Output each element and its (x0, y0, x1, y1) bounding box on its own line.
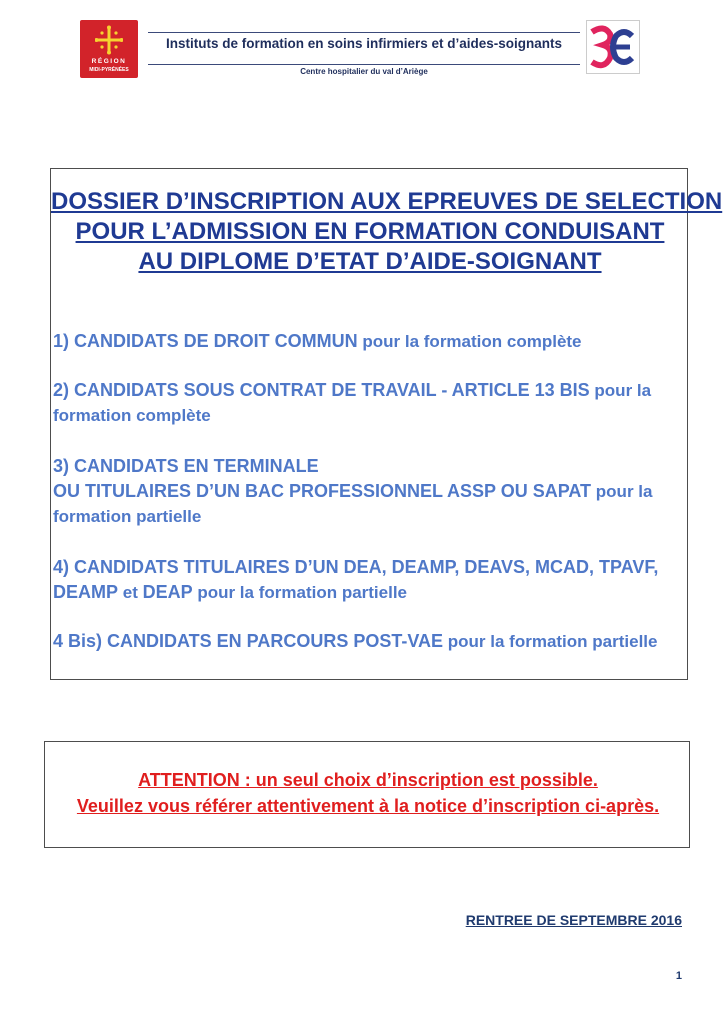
candidate-4-detail: pour la formation partielle (192, 583, 408, 602)
candidate-4bis-label: 4 Bis) CANDIDATS EN PARCOURS POST-VAE (53, 631, 444, 651)
candidate-3-detail: pour la formation partielle (53, 482, 653, 526)
page-number: 1 (675, 970, 682, 982)
header-subtitle: Centre hospitalier du val d’Ariège (300, 67, 428, 76)
attention-box (44, 741, 690, 848)
candidate-2-label: 2) CANDIDATS SOUS CONTRAT DE TRAVAIL - ARTICLE 13 BIS (53, 380, 590, 400)
occitan-cross-icon (95, 25, 123, 55)
candidate-4bis-detail: pour la formation partielle (443, 632, 658, 651)
title-line-1: DOSSIER D’INSCRIPTION AUX EPREUVES DE SELECTION (51, 188, 723, 215)
title-line-3: AU DIPLOME D’ETAT D’AIDE-SOIGNANT (138, 248, 602, 275)
attention-line-2: Veuillez vous référer attentivement à la notice d’inscription ci-après. (76, 796, 660, 816)
region-logo (80, 20, 138, 78)
region-logo-line1: RÉGION (91, 58, 127, 65)
header-divider-top (148, 32, 580, 33)
candidate-4-label: 4) CANDIDATS TITULAIRES D’UN DEA, DEAMP, DEAVS, MCAD, TPAVF, DEAMP (53, 557, 659, 602)
document-title (51, 187, 723, 277)
region-logo-line2: MIDI-PYRÉNÉES (89, 67, 129, 73)
candidate-1-detail: pour la formation complète (357, 332, 582, 351)
chva-logo (586, 20, 640, 74)
candidate-4-label-2: DEAP (142, 582, 193, 602)
candidate-category-4bis (53, 629, 683, 654)
candidate-3-label: 3) CANDIDATS EN TERMINALE (53, 456, 319, 476)
candidate-3-label-2: OU TITULAIRES D’UN BAC PROFESSIONNEL ASSP OU SAPAT (53, 481, 592, 501)
chva-logo-icon (586, 20, 640, 74)
header-title: Instituts de formation en soins infirmiers et d’aides-soignants (165, 36, 563, 51)
title-line-2: POUR L’ADMISSION EN FORMATION CONDUISANT (75, 218, 665, 245)
rentree-date: RENTREE DE SEPTEMBRE 2016 (465, 912, 682, 928)
candidate-category-4 (53, 555, 683, 605)
candidate-2-detail: pour la formation complète (53, 381, 652, 425)
attention-line-1: ATTENTION : un seul choix d’inscription est possible. (138, 770, 598, 790)
candidate-1-label: 1) CANDIDATS DE DROIT COMMUN (53, 331, 358, 351)
candidate-category-1 (53, 329, 683, 354)
candidate-category-3 (53, 454, 683, 529)
registration-box (50, 168, 723, 680)
candidate-category-2 (53, 378, 683, 428)
candidate-4-connector: et (118, 583, 143, 602)
header-divider-bottom (148, 64, 580, 65)
